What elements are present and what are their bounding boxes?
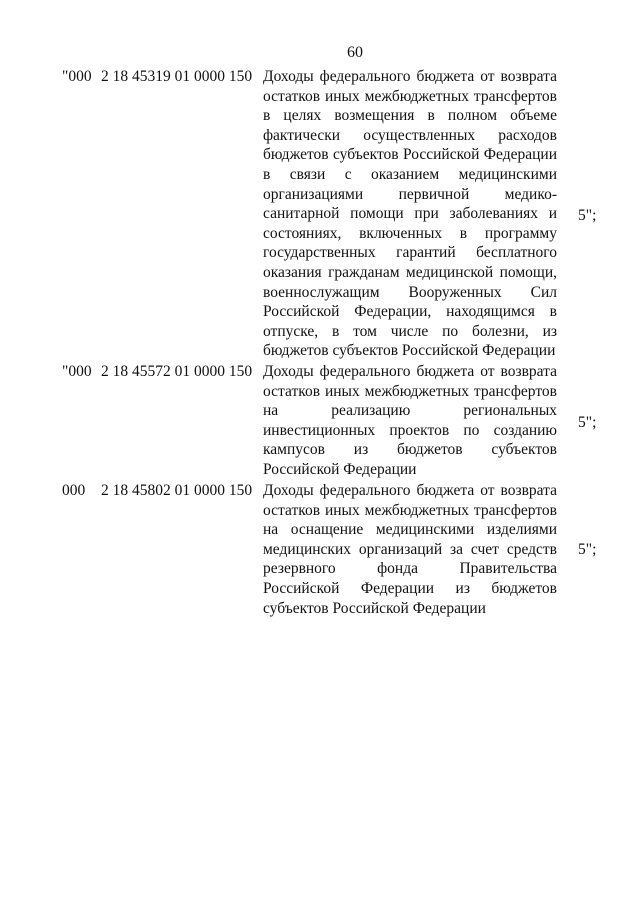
- admin-code: "000: [62, 68, 92, 85]
- kbk-code: 2 18 45319 01 0000 150: [101, 68, 253, 85]
- entry-description: Доходы федерального бюджета от возврата остатков иных межбюджетных трансфертов на реализацию региональных инвестиционных проектов по созданию кампусов из бюджетов субъектов Российской Федерации: [263, 363, 557, 478]
- entry-suffix: 5";: [578, 414, 597, 431]
- entry-description: Доходы федерального бюджета от возврата остатков иных межбюджетных трансфертов в целях возмещения в полном объеме фактически осуществленных расходов бюджетов субъектов Российской Федерации в связи с оказанием медицинскими организациями первичной медико-санитарной помощи при заболеваниях и состояниях, включенных в программу государственных гарантий бесплатного оказания гражданам медицинской помощи, военнослужащим Вооруженных Сил Российской Федерации, находящимся в отпуске, в том числе по болезни, из бюджетов субъектов Российской Федерации: [263, 68, 557, 360]
- admin-code: "000: [62, 363, 92, 380]
- page-number: 60: [347, 44, 363, 61]
- entry-suffix: 5";: [578, 207, 597, 224]
- entry-suffix: 5";: [578, 541, 597, 558]
- entry-description: Доходы федерального бюджета от возврата остатков иных межбюджетных трансфертов на оснащение медицинскими изделиями медицинских организаций за счет средств резервного фонда Правительства Российской Федерации из бюджетов субъектов Российской Федерации: [263, 482, 557, 617]
- kbk-code: 2 18 45802 01 0000 150: [101, 482, 253, 499]
- admin-code: 000: [62, 482, 86, 499]
- kbk-code: 2 18 45572 01 0000 150: [101, 363, 253, 380]
